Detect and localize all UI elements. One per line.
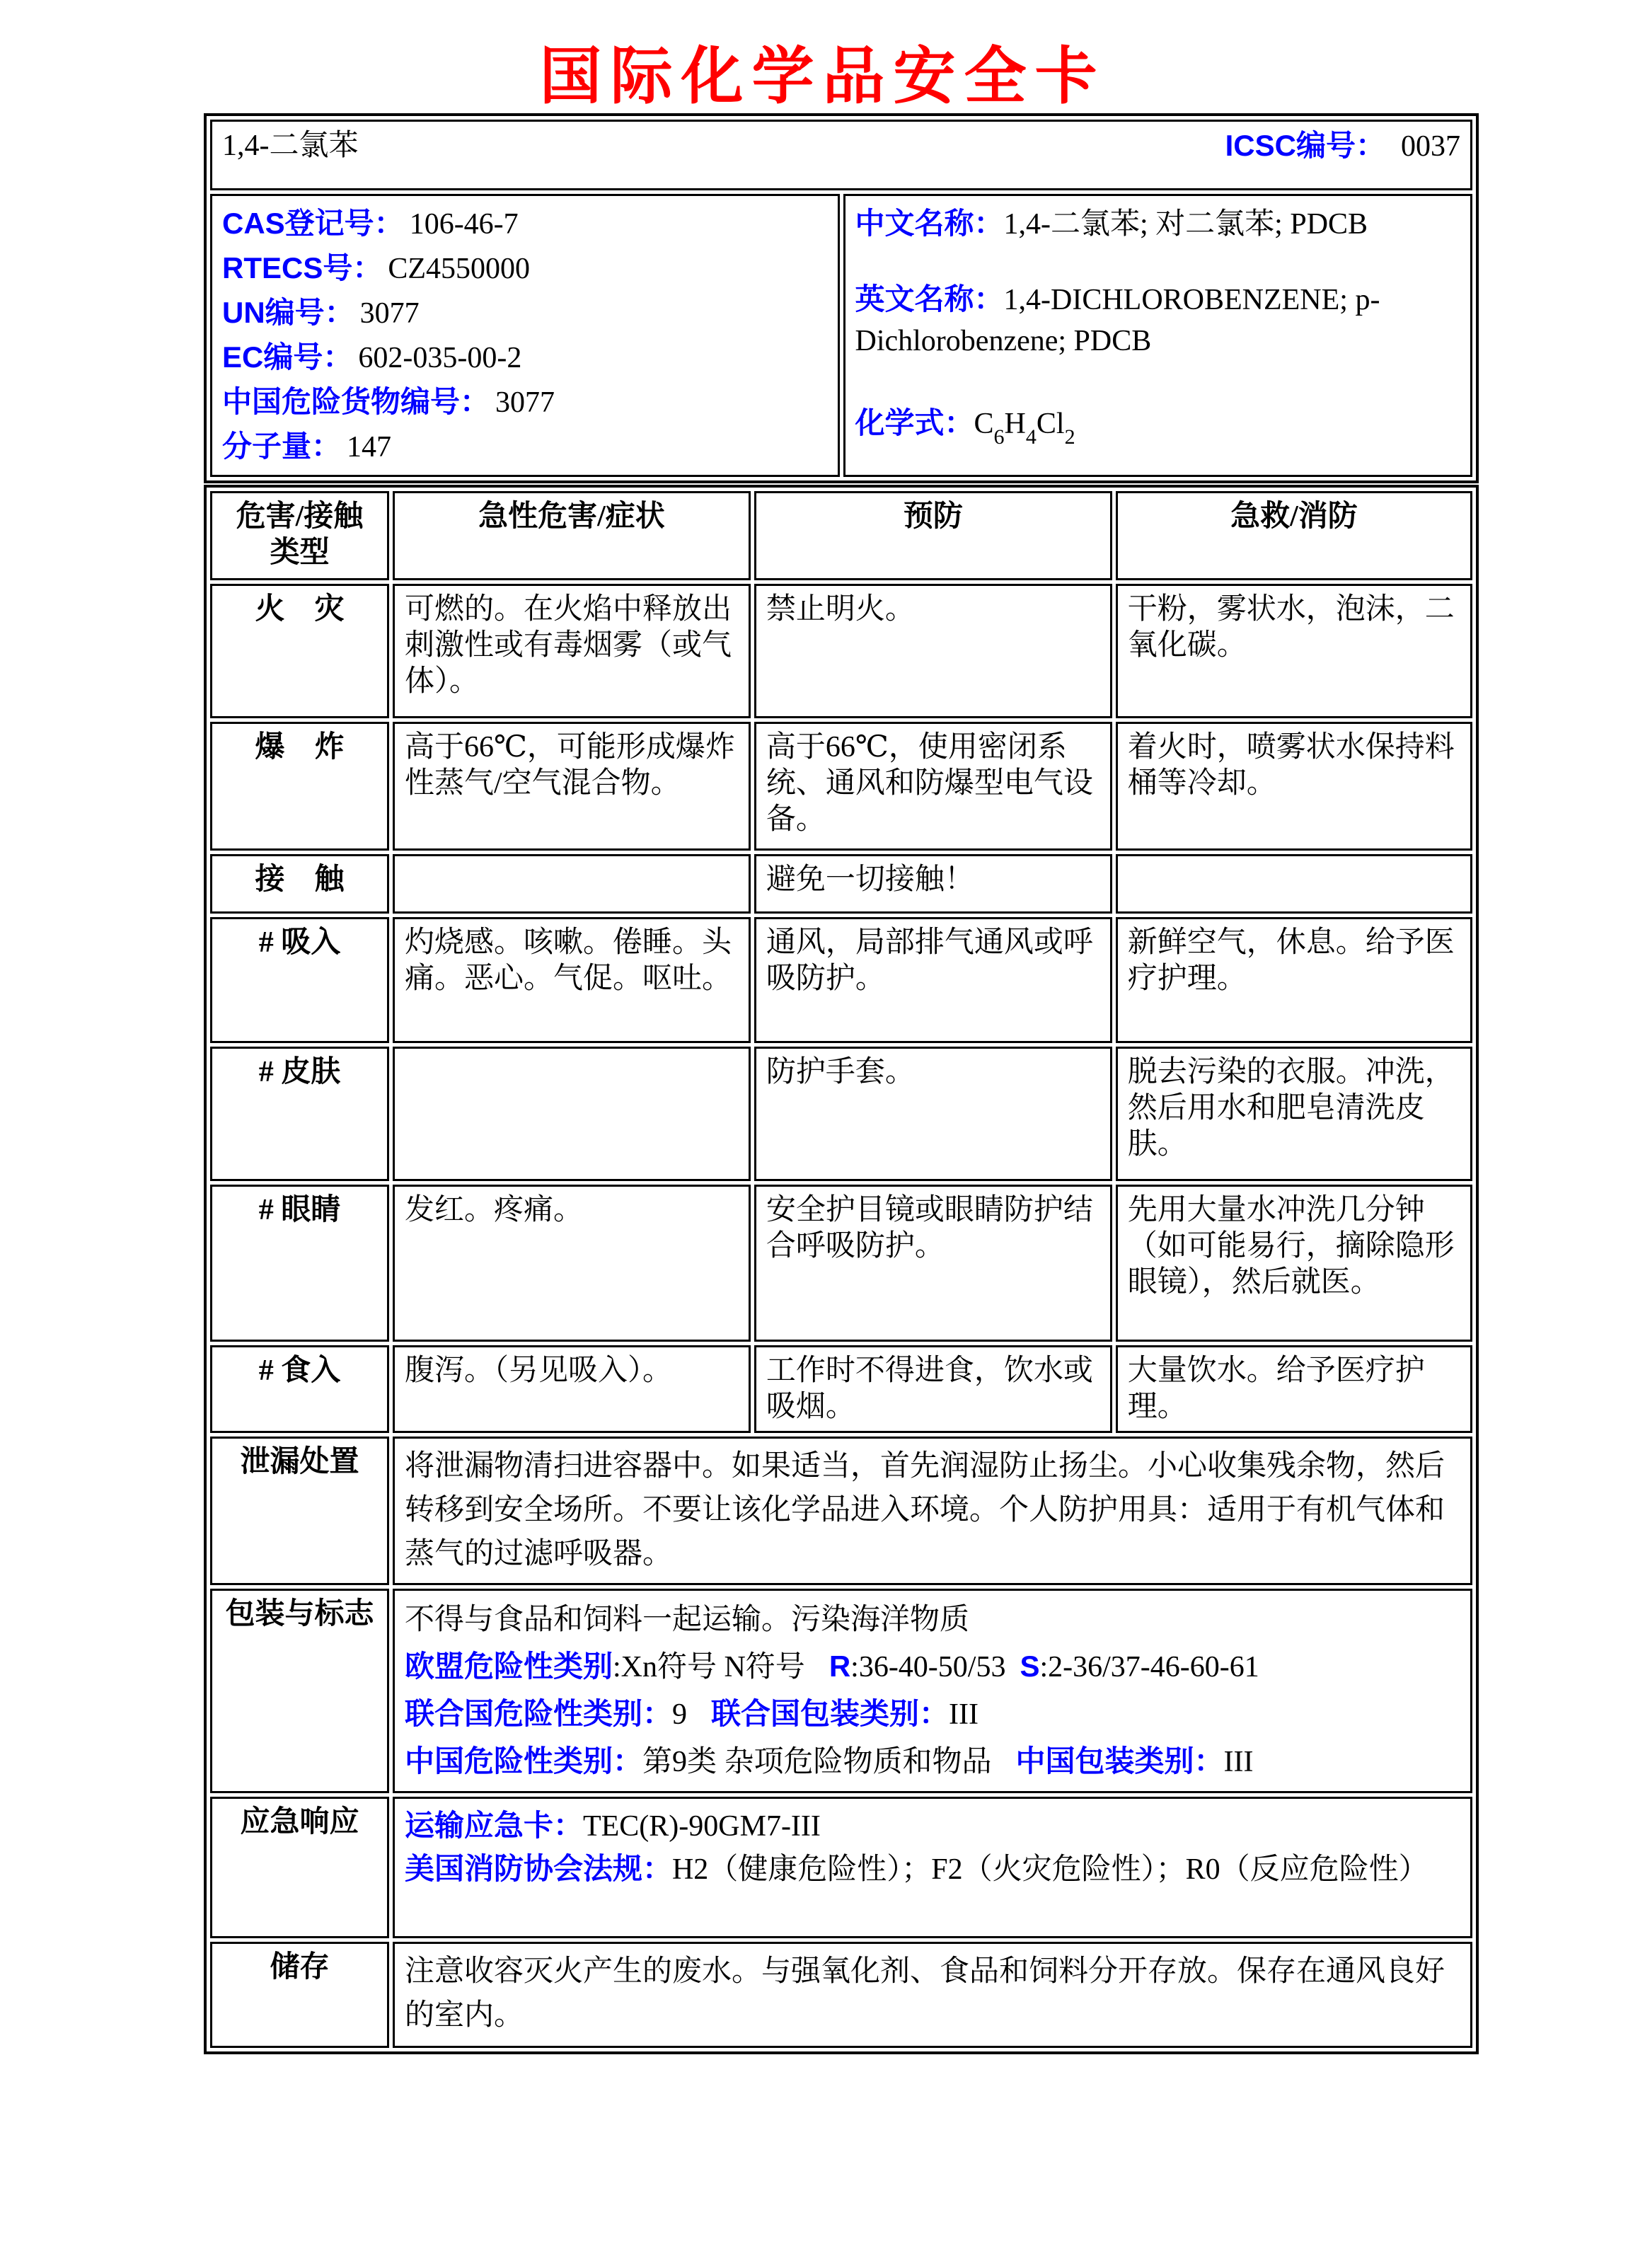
- chemical-name-row: [210, 120, 1472, 190]
- un-pack-label: 联合国包装类别：: [710, 1697, 949, 1731]
- inhalation-symptom-cell: 灼烧感。咳嗽。倦睡。头痛。恶心。气促。呕吐。: [393, 917, 751, 1043]
- r-phrases-label: R: [829, 1650, 851, 1683]
- cn-class-value: 第9类 杂项危险物质和物品: [642, 1746, 992, 1779]
- hazard-type-eyes: # 眼睛: [210, 1185, 389, 1342]
- eu-class-value: :Xn符号 N符号: [612, 1651, 805, 1684]
- page-title: 国际化学品安全卡: [539, 41, 1106, 111]
- eyes-symptom-cell: 发红。疼痛。: [393, 1185, 751, 1342]
- skin-prevention-cell: 防护手套。: [754, 1047, 1112, 1181]
- table-row-packaging: [210, 1589, 1472, 1793]
- english-name-label: 英文名称：: [855, 282, 1004, 316]
- header-symptoms: 急性危害/症状: [393, 491, 751, 580]
- table-row-spillage: [210, 1437, 1472, 1585]
- table-row-emergency: [210, 1797, 1472, 1938]
- explosion-prevention-cell: 高于66℃，使用密闭系统、通风和防爆型电气设备。: [754, 722, 1112, 851]
- molecular-weight-value: 147: [347, 431, 392, 464]
- tec-card-label: 运输应急卡：: [404, 1809, 583, 1843]
- identity-table: [204, 113, 1479, 483]
- un-number-value: 3077: [359, 297, 420, 330]
- rtecs-number-line: [222, 246, 828, 291]
- un-class-value: 9: [671, 1698, 687, 1732]
- hazard-type-explosion: 爆 炸: [210, 722, 389, 851]
- tec-card-value: TEC(R)-90GM7-III: [582, 1810, 821, 1843]
- eyes-prevention-cell: 安全护目镜或眼睛防护结合呼吸防护。: [754, 1185, 1112, 1342]
- icsc-number-label: ICSC编号：: [1225, 129, 1385, 162]
- explosion-symptom-cell: 高于66℃，可能形成爆炸性蒸气/空气混合物。: [393, 722, 751, 851]
- ec-number-line: [222, 335, 828, 380]
- eyes-response-cell: 先用大量水冲洗几分钟（如可能易行，摘除隐形眼镜），然后就医。: [1116, 1185, 1472, 1342]
- formula-label: 化学式：: [855, 406, 974, 439]
- table-row-inhalation: [210, 917, 1472, 1043]
- skin-response-cell: 脱去污染的衣服。冲洗，然后用水和肥皂清洗皮肤。: [1116, 1047, 1472, 1181]
- cn-pack-label: 中国包装类别：: [1015, 1744, 1224, 1778]
- un-class-label: 联合国危险性类别：: [404, 1697, 672, 1731]
- names-cell: [843, 194, 1473, 477]
- spillage-text: 将泄漏物清扫进容器中。如果适当，首先润湿防止扬尘。小心收集残余物，然后转移到安全场所。不要让该化学品进入环境。个人防护用具：适用于有机气体和蒸气的过滤呼吸器。: [404, 1450, 1445, 1571]
- molecular-weight-line: [222, 425, 828, 469]
- contact-symptom-cell: [393, 854, 751, 914]
- ec-number-value: 602-035-00-2: [358, 342, 522, 374]
- header-hazard-type: 危害/接触 类型: [210, 491, 389, 580]
- cn-pack-value: III: [1223, 1746, 1254, 1779]
- rtecs-number-value: CZ4550000: [388, 253, 531, 285]
- fire-symptom-cell: 可燃的。在火焰中释放出刺激性或有毒烟雾（或气体）。: [393, 584, 751, 718]
- ec-number-label: EC编号：: [222, 340, 353, 374]
- hazard-table: [204, 485, 1479, 2054]
- inhalation-prevention-cell: 通风，局部排气通风或呼吸防护。: [754, 917, 1112, 1043]
- cas-number-line: [222, 202, 828, 246]
- chemical-name-cell: [210, 120, 1472, 190]
- china-dg-number-label: 中国危险货物编号：: [222, 385, 490, 418]
- packaging-un-class-line: [405, 1691, 1460, 1738]
- ingestion-prevention-cell: 工作时不得进食，饮水或吸烟。: [754, 1345, 1112, 1433]
- table-row-eyes: [210, 1185, 1472, 1342]
- chinese-name-label: 中文名称：: [855, 207, 1004, 240]
- chemical-name: 1,4-二氯苯: [222, 129, 359, 162]
- emergency-content-cell: [393, 1797, 1472, 1938]
- un-number-label: UN编号：: [222, 296, 354, 329]
- cas-number-label: CAS登记号：: [222, 207, 404, 240]
- contact-response-cell: [1116, 854, 1472, 914]
- formula-value: $C_6H_4Cl_2$: [974, 408, 1075, 449]
- table-row-contact: [210, 854, 1472, 914]
- identifiers-row: [210, 194, 1472, 477]
- hazard-type-ingestion: # 食入: [210, 1345, 389, 1433]
- s-phrases-label: S: [1020, 1650, 1040, 1683]
- storage-content-cell: [393, 1942, 1472, 2048]
- r-phrases-value: :36-40-50/53: [850, 1651, 1006, 1684]
- nfpa-line: [405, 1848, 1460, 1891]
- hazard-type-skin: # 皮肤: [210, 1047, 389, 1181]
- icsc-card: [204, 113, 1479, 2054]
- un-pack-value: III: [948, 1698, 979, 1732]
- skin-symptom-cell: [393, 1047, 751, 1181]
- section-label-spillage: 泄漏处置: [210, 1437, 389, 1585]
- cn-class-label: 中国危险性类别：: [404, 1744, 642, 1778]
- nfpa-label: 美国消防协会法规：: [404, 1852, 672, 1886]
- fire-prevention-cell: 禁止明火。: [754, 584, 1112, 718]
- chinese-name-line: [855, 203, 1461, 245]
- hazard-header-row: [210, 491, 1472, 580]
- section-label-emergency: 应急响应: [210, 1797, 389, 1938]
- packaging-content-cell: [393, 1589, 1472, 1793]
- table-row-storage: [210, 1942, 1472, 2048]
- table-row-ingestion: [210, 1345, 1472, 1433]
- fire-response-cell: 干粉，雾状水，泡沫，二氧化碳。: [1116, 584, 1472, 718]
- packaging-cn-class-line: [405, 1738, 1460, 1785]
- hazard-type-contact: 接 触: [210, 854, 389, 914]
- spillage-content-cell: [393, 1437, 1472, 1585]
- header-first-aid: 急救/消防: [1116, 491, 1472, 580]
- table-row-skin: [210, 1047, 1472, 1181]
- tec-card-line: [405, 1804, 1460, 1848]
- formula-line: [855, 403, 1461, 449]
- cas-number-value: 106-46-7: [409, 208, 519, 241]
- packaging-transport-note: 不得与食品和饲料一起运输。污染海洋物质: [404, 1604, 969, 1637]
- storage-text: 注意收容灭火产生的废水。与强氧化剂、食品和饲料分开存放。保存在通风良好的室内。: [404, 1955, 1445, 2032]
- un-number-line: [222, 291, 828, 335]
- ingestion-response-cell: 大量饮水。给予医疗护理。: [1116, 1345, 1472, 1433]
- inhalation-response-cell: 新鲜空气，休息。给予医疗护理。: [1116, 917, 1472, 1043]
- table-row-fire: [210, 584, 1472, 718]
- china-dg-number-line: [222, 380, 828, 425]
- header-prevention: 预防: [754, 491, 1112, 580]
- hazard-type-inhalation: # 吸入: [210, 917, 389, 1043]
- identifiers-cell: [210, 194, 840, 477]
- section-label-storage: 储存: [210, 1942, 389, 2048]
- english-name-value: 1,4-DICHLOROBENZENE; p-Dichlorobenzene; PDCB: [855, 284, 1380, 357]
- eu-class-label: 欧盟危险性类别: [404, 1650, 613, 1683]
- icsc-number: [1225, 127, 1460, 165]
- molecular-weight-label: 分子量：: [222, 430, 342, 463]
- table-row-explosion: [210, 722, 1472, 851]
- hazard-type-fire: 火 灾: [210, 584, 389, 718]
- s-phrases-value: :2-36/37-46-60-61: [1039, 1651, 1259, 1684]
- chinese-name-value: 1,4-二氯苯; 对二氯苯; PDCB: [1003, 208, 1368, 241]
- section-label-packaging: 包装与标志: [210, 1589, 389, 1793]
- ingestion-symptom-cell: 腹泻。（另见吸入）。: [393, 1345, 751, 1433]
- explosion-response-cell: 着火时，喷雾状水保持料桶等冷却。: [1116, 722, 1472, 851]
- icsc-number-value: 0037: [1401, 130, 1460, 163]
- nfpa-value: H2（健康危险性）；F2（火灾危险性）；R0（反应危险性）: [671, 1853, 1428, 1887]
- packaging-eu-class-line: [405, 1643, 1460, 1691]
- english-name-line: [855, 279, 1461, 362]
- rtecs-number-label: RTECS号：: [222, 251, 383, 284]
- china-dg-number-value: 3077: [495, 386, 555, 419]
- contact-prevention-cell: 避免一切接触！: [754, 854, 1112, 914]
